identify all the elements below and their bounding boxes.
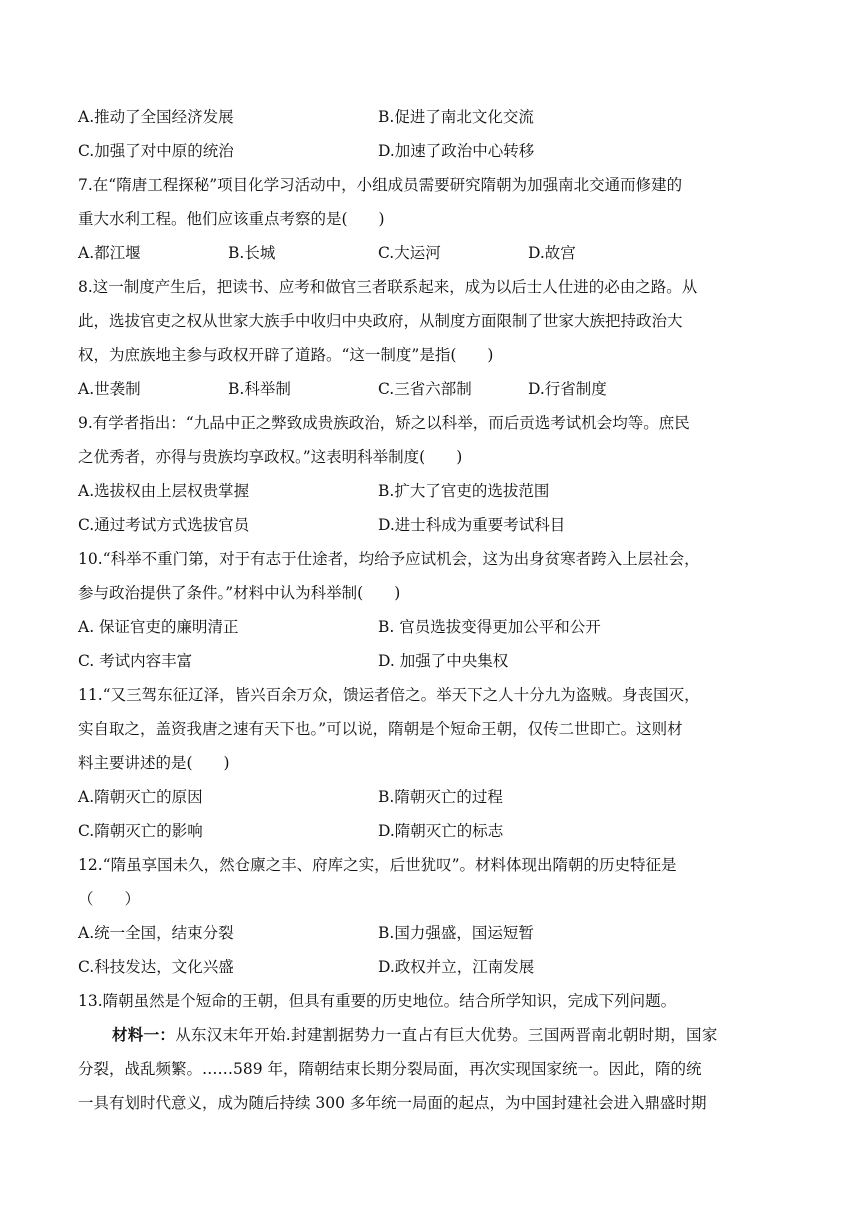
q11-stem-line-2: 实自取之，盖资我唐之速有天下也。”可以说，隋朝是个短命王朝，仅传二世即亡。这则材 (78, 720, 683, 738)
q10-options-row-2 (78, 644, 790, 678)
q10-stem-line-2: 参与政治提供了条件。”材料中认为科举制( ) (78, 584, 401, 602)
exam-page (78, 100, 790, 1120)
q7-options-row (78, 236, 790, 270)
q6-option-c[interactable]: C.加强了对中原的统治 (78, 142, 234, 160)
q7-option-c[interactable]: C.大运河 (378, 244, 441, 262)
q9-stem-line-1: 9.有学者指出：“九品中正之弊致成贵族政治，矫之以科举，而后贡选考试机会均等。庶民 (78, 414, 690, 432)
q8-option-a[interactable]: A.世袭制 (78, 380, 141, 398)
q9-option-c[interactable]: C.通过考试方式选拔官员 (78, 516, 250, 534)
q12-options-row-2 (78, 950, 790, 984)
q7-option-a[interactable]: A.都江堰 (78, 244, 141, 262)
q6-option-d[interactable]: D.加速了政治中心转移 (378, 142, 535, 160)
q12-options-row-1 (78, 916, 790, 950)
q12-option-a[interactable]: A.统一全国，结束分裂 (78, 924, 234, 942)
q11-option-b[interactable]: B.隋朝灭亡的过程 (378, 788, 503, 806)
q6-options-row-1 (78, 100, 790, 134)
q11-options-row-1 (78, 780, 790, 814)
q13-material-line-3: 一具有划时代意义，成为随后持续 300 多年统一局面的起点，为中国封建社会进入鼎盛时期 (78, 1094, 707, 1112)
q12-option-d[interactable]: D.政权并立，江南发展 (378, 958, 535, 976)
q9-options-row-1 (78, 474, 790, 508)
q8-option-d[interactable]: D.行省制度 (528, 380, 607, 398)
q13-material-line-1 (78, 1018, 790, 1052)
q9-option-d[interactable]: D.进士科成为重要考试科目 (378, 516, 566, 534)
q7-option-d[interactable]: D.故宫 (528, 244, 576, 262)
q6-option-a[interactable]: A.推动了全国经济发展 (78, 108, 234, 126)
q12-option-c[interactable]: C.科技发达，文化兴盛 (78, 958, 234, 976)
q7-stem-line-2: 重大水利工程。他们应该重点考察的是( ) (78, 210, 385, 228)
q8-option-b[interactable]: B.科举制 (228, 380, 291, 398)
q11-options-row-2 (78, 814, 790, 848)
q7-option-b[interactable]: B.长城 (228, 244, 276, 262)
q10-option-a[interactable]: A. 保证官吏的廉明清正 (78, 618, 239, 636)
q10-options-row-1 (78, 610, 790, 644)
q8-options-row (78, 372, 790, 406)
q9-option-b[interactable]: B.扩大了官吏的选拔范围 (378, 482, 550, 500)
q6-options-row-2 (78, 134, 790, 168)
q10-option-d[interactable]: D. 加强了中央集权 (378, 652, 509, 670)
q8-option-c[interactable]: C.三省六部制 (378, 380, 472, 398)
q7-stem-line-1: 7.在“隋唐工程探秘”项目化学习活动中，小组成员需要研究隋朝为加强南北交通而修建的 (78, 176, 683, 194)
q13-material-line-2: 分裂，战乱频繁。……589 年，隋朝结束长期分裂局面，再次实现国家统一。因此，隋的统 (78, 1060, 702, 1078)
q9-options-row-2 (78, 508, 790, 542)
q12-stem-line-1: 12.“隋虽享国未久，然仓廪之丰、府库之实，后世犹叹”。材料体现出隋朝的历史特征是 (78, 856, 677, 874)
q8-stem-line-2: 此，选拔官吏之权从世家大族手中收归中央政府，从制度方面限制了世家大族把持政治大 (78, 312, 683, 330)
q10-stem-line-1: 10.“科举不重门第，对于有志于仕途者，均给予应试机会，这为出身贫寒者跨入上层社会， (78, 550, 700, 568)
q11-option-d[interactable]: D.隋朝灭亡的标志 (378, 822, 504, 840)
q10-option-c[interactable]: C. 考试内容丰富 (78, 652, 193, 670)
q13-stem-line-1: 13.隋朝虽然是个短命的王朝，但具有重要的历史地位。结合所学知识，完成下列问题。 (78, 992, 677, 1010)
q12-option-b[interactable]: B.国力强盛，国运短暂 (378, 924, 534, 942)
q8-stem-line-3: 权，为庶族地主参与政权开辟了道路。“这一制度”是指( ) (78, 346, 494, 364)
q13-material-label: 材料一： (112, 1025, 176, 1044)
q12-stem-line-2: （ ） (78, 890, 141, 908)
q11-stem-line-1: 11.“又三驾东征辽泽，皆兴百余万众，馈运者倍之。举天下之人十分九为盗贼。身丧国灭， (78, 686, 700, 704)
q11-stem-line-3: 料主要讲述的是( ) (78, 754, 230, 772)
q6-option-b[interactable]: B.促进了南北文化交流 (378, 108, 534, 126)
q8-stem-line-1: 8.这一制度产生后，把读书、应考和做官三者联系起来，成为以后士人仕进的必由之路。从 (78, 278, 698, 296)
q10-option-b[interactable]: B. 官员选拔变得更加公平和公开 (378, 618, 601, 636)
q13-material-text-1: 从东汉末年开始.封建割据势力一直占有巨大优势。三国两晋南北朝时期，国家 (175, 1026, 718, 1044)
q11-option-a[interactable]: A.隋朝灭亡的原因 (78, 788, 203, 806)
q9-option-a[interactable]: A.选拔权由上层权贵掌握 (78, 482, 250, 500)
q11-option-c[interactable]: C.隋朝灭亡的影响 (78, 822, 203, 840)
q9-stem-line-2: 之优秀者，亦得与贵族均享政权。”这表明科举制度( ) (78, 448, 463, 466)
